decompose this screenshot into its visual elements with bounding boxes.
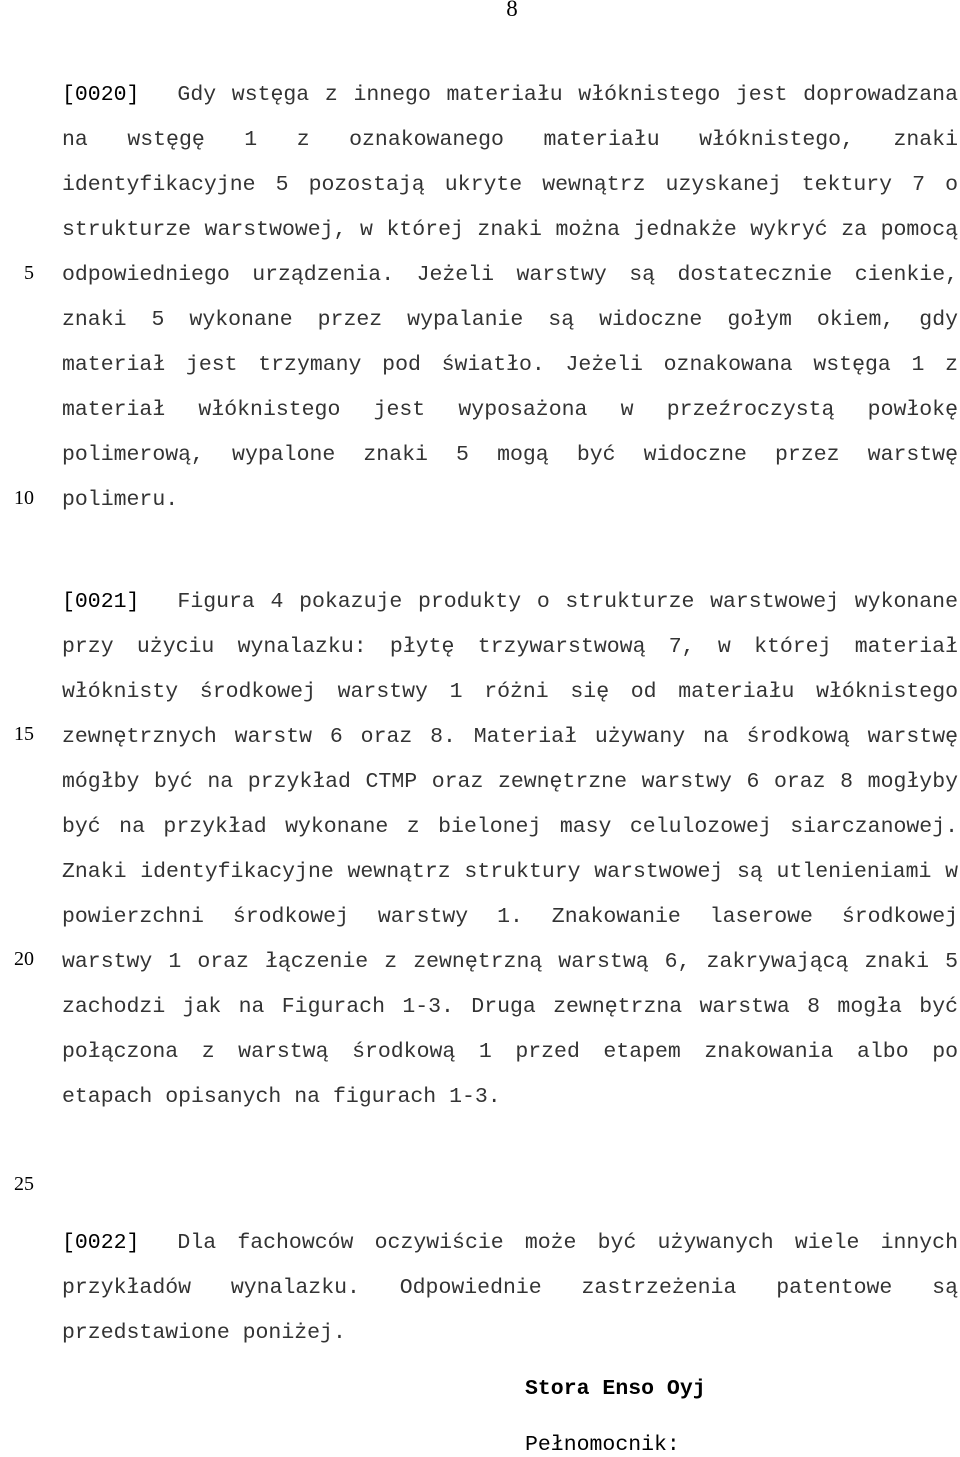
paragraph-0020 bbox=[62, 73, 958, 523]
line-number-25: 25 bbox=[14, 1173, 34, 1195]
applicant-name: Stora Enso Oyj bbox=[525, 1377, 706, 1401]
paragraph-ref: [0022] bbox=[62, 1231, 140, 1255]
page-number: 8 bbox=[506, 0, 518, 21]
line-number-20: 20 bbox=[14, 948, 34, 970]
paragraph-ref: [0021] bbox=[62, 590, 140, 614]
paragraph-0022 bbox=[62, 1221, 958, 1356]
paragraph-text: Dla fachowców oczywiście może być używanych wiele innych przykładów wynalazku. Odpowiednie zastrzeżenia patentowe są przedstawione poniżej. bbox=[62, 1231, 958, 1345]
paragraph-text: Gdy wstęga z innego materiału włóknistego jest doprowadzana na wstęgę 1 z oznakowanego materiału włóknistego, znaki identyfikacyjne 5 pozostają ukryte wewnątrz uzyskanej tektury 7 o strukturze warstwowej, w której znaki można jednakże wykryć za pomocą odpowiedniego urządzenia. Jeżeli warstwy są dostatecznie cienkie, znaki 5 wykonane przez wypalanie są widoczne gołym okiem, gdy materiał jest trzymany pod światło. Jeżeli oznakowana wstęga 1 z materiał włóknistego jest wyposażona w przeźroczystą powłokę polimerową, wypalone znaki 5 mogą być widoczne przez warstwę polimeru. bbox=[62, 83, 958, 512]
agent-label: Pełnomocnik: bbox=[525, 1433, 680, 1457]
paragraph-0021 bbox=[62, 580, 958, 1120]
line-number-15: 15 bbox=[14, 723, 34, 745]
line-number-10: 10 bbox=[14, 487, 34, 509]
line-number-5: 5 bbox=[24, 262, 34, 284]
paragraph-ref: [0020] bbox=[62, 83, 140, 107]
paragraph-text: Figura 4 pokazuje produkty o strukturze warstwowej wykonane przy użyciu wynalazku: płytę trzywarstwową 7, w której materiał włóknisty środkowej warstwy 1 różni się od materiału włóknistego zewnętrznych warstw 6 oraz 8. Materiał używany na środkową warstwę mógłby być na przykład CTMP oraz zewnętrzne warstwy 6 oraz 8 mogłyby być na przykład wykonane z bielonej masy celulozowej siarczanowej. Znaki identyfikacyjne wewnątrz struktury warstwowej są utlenieniami w powierzchni środkowej warstwy 1. Znakowanie laserowe środkowej warstwy 1 oraz łączenie z zewnętrzną warstwą 6, zakrywającą znaki 5 zachodzi jak na Figurach 1-3. Druga zewnętrzna warstwa 8 mogła być połączona z warstwą środkową 1 przed etapem znakowania albo po etapach opisanych na figurach 1-3. bbox=[62, 590, 958, 1109]
